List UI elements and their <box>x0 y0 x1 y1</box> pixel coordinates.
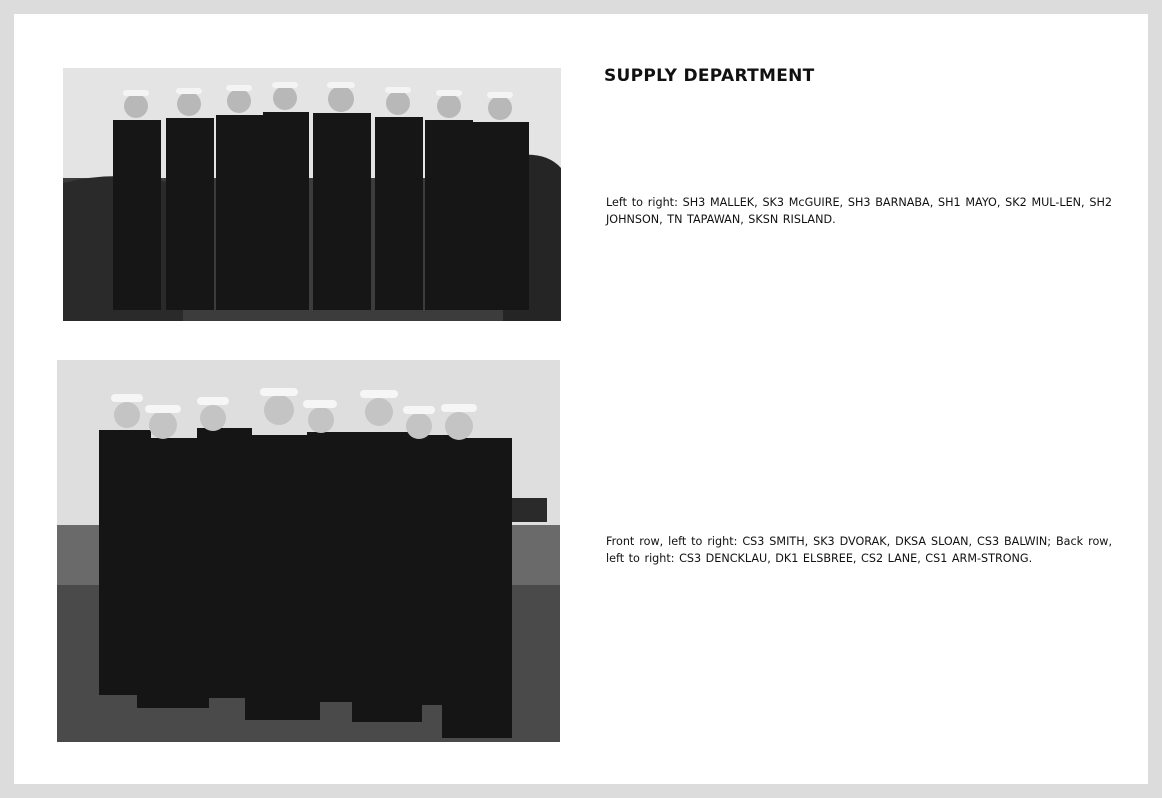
group-photo-icon <box>63 68 561 321</box>
group-photo-top <box>63 68 561 321</box>
page-title: SUPPLY DEPARTMENT <box>604 66 815 86</box>
photo-caption-top: Left to right: SH3 MALLEK, SK3 McGUIRE, SH3 BARNABA, SH1 MAYO, SK2 MUL-LEN, SH2 JOHNSON, TN TAPAWAN, SKSN RISLAND. <box>606 196 1112 227</box>
group-photo-icon <box>57 360 560 742</box>
yearbook-page <box>14 14 1148 784</box>
group-photo-bottom <box>57 360 560 742</box>
photo-caption-bottom: Front row, left to right: CS3 SMITH, SK3 DVORAK, DKSA SLOAN, CS3 BALWIN; Back row, left to right: CS3 DENCKLAU, DK1 ELSBREE, CS2 LANE, CS1 ARM-STRONG. <box>606 535 1112 566</box>
